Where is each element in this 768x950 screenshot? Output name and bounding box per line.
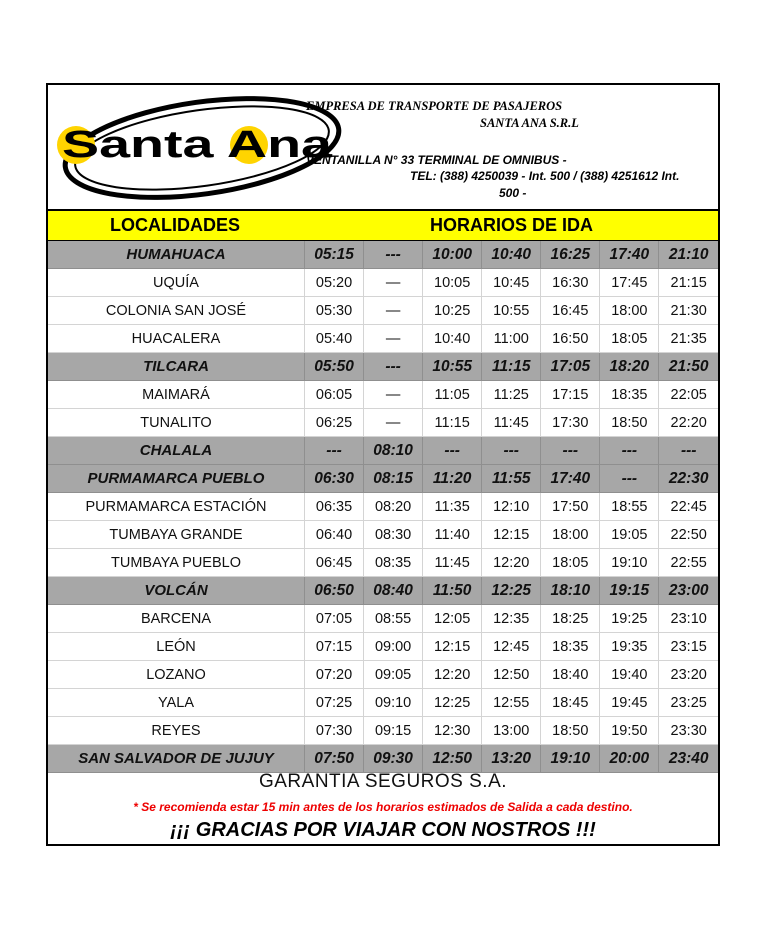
- departure-time: 17:05: [541, 353, 600, 381]
- departure-time: 19:35: [600, 633, 659, 661]
- locality-name: YALA: [48, 689, 305, 717]
- departure-time: —: [364, 381, 423, 409]
- major-stop-row: [48, 745, 718, 773]
- locality-name: COLONIA SAN JOSÉ: [48, 297, 305, 325]
- schedules-heading: HORARIOS DE IDA: [430, 215, 594, 235]
- schedule-sheet: [46, 83, 720, 846]
- departure-time: 10:00: [423, 241, 482, 269]
- departure-time: 21:30: [659, 297, 718, 325]
- major-stop-row: [48, 437, 718, 465]
- santa-ana-logo: [52, 93, 342, 203]
- departure-time: 07:50: [305, 745, 364, 773]
- departure-time: 12:25: [482, 577, 541, 605]
- departure-time: 09:10: [364, 689, 423, 717]
- departure-time: 12:15: [423, 633, 482, 661]
- departure-time: 18:35: [541, 633, 600, 661]
- departure-time: 11:55: [482, 465, 541, 493]
- departure-time: 09:30: [364, 745, 423, 773]
- departure-time: 17:40: [600, 241, 659, 269]
- stop-row: [48, 549, 718, 577]
- locality-name: PURMAMARCA ESTACIÓN: [48, 493, 305, 521]
- departure-time: 11:00: [482, 325, 541, 353]
- departure-time: 22:30: [659, 465, 718, 493]
- phone-line: TEL: (388) 4250039 - Int. 500 / (388) 4251612 Int.: [410, 169, 680, 183]
- departure-time: 18:35: [600, 381, 659, 409]
- locality-name: HUMAHUACA: [48, 241, 305, 269]
- locality-name: PURMAMARCA PUEBLO: [48, 465, 305, 493]
- stop-row: [48, 409, 718, 437]
- departure-time: ---: [305, 437, 364, 465]
- departure-time: 08:35: [364, 549, 423, 577]
- departure-time: 11:25: [482, 381, 541, 409]
- departure-time: 21:10: [659, 241, 718, 269]
- localities-heading: LOCALIDADES: [110, 215, 240, 235]
- departure-time: 23:15: [659, 633, 718, 661]
- departure-time: 22:50: [659, 521, 718, 549]
- departure-time: 05:30: [305, 297, 364, 325]
- departure-time: 19:10: [541, 745, 600, 773]
- departure-time: 12:45: [482, 633, 541, 661]
- major-stop-row: [48, 577, 718, 605]
- locality-name: UQUÍA: [48, 269, 305, 297]
- departure-time: 07:15: [305, 633, 364, 661]
- locality-name: TUMBAYA GRANDE: [48, 521, 305, 549]
- departure-time: 23:10: [659, 605, 718, 633]
- departure-time: 11:45: [482, 409, 541, 437]
- departure-time: ---: [364, 241, 423, 269]
- departure-time: 06:30: [305, 465, 364, 493]
- departure-time: 08:20: [364, 493, 423, 521]
- departure-time: 08:10: [364, 437, 423, 465]
- stop-row: [48, 493, 718, 521]
- thanks-message: ¡¡¡ GRACIAS POR VIAJAR CON NOSTROS !!!: [170, 819, 596, 841]
- departure-time: —: [364, 269, 423, 297]
- departure-time: 12:30: [423, 717, 482, 745]
- departure-time: 23:40: [659, 745, 718, 773]
- departure-time: 07:25: [305, 689, 364, 717]
- departure-time: 06:05: [305, 381, 364, 409]
- departure-time: 11:15: [423, 409, 482, 437]
- stop-row: [48, 633, 718, 661]
- departure-time: 12:10: [482, 493, 541, 521]
- locality-name: TILCARA: [48, 353, 305, 381]
- departure-time: ---: [600, 465, 659, 493]
- locality-name: BARCENA: [48, 605, 305, 633]
- departure-time: 12:05: [423, 605, 482, 633]
- departure-time: 18:20: [600, 353, 659, 381]
- departure-time: 10:40: [482, 241, 541, 269]
- departure-time: 13:00: [482, 717, 541, 745]
- schedule-table: [48, 241, 718, 773]
- departure-time: 21:50: [659, 353, 718, 381]
- locality-name: SAN SALVADOR DE JUJUY: [48, 745, 305, 773]
- departure-time: 08:30: [364, 521, 423, 549]
- departure-time: 11:50: [423, 577, 482, 605]
- departure-time: 18:00: [600, 297, 659, 325]
- departure-time: 06:35: [305, 493, 364, 521]
- departure-time: ---: [482, 437, 541, 465]
- departure-time: 18:05: [541, 549, 600, 577]
- major-stop-row: [48, 241, 718, 269]
- departure-time: 05:15: [305, 241, 364, 269]
- departure-time: 17:40: [541, 465, 600, 493]
- stop-row: [48, 297, 718, 325]
- departure-time: 10:45: [482, 269, 541, 297]
- stop-row: [48, 381, 718, 409]
- locality-name: REYES: [48, 717, 305, 745]
- departure-time: 18:45: [541, 689, 600, 717]
- departure-time: 22:20: [659, 409, 718, 437]
- departure-time: 11:15: [482, 353, 541, 381]
- departure-time: 23:25: [659, 689, 718, 717]
- departure-time: 06:25: [305, 409, 364, 437]
- departure-time: 19:50: [600, 717, 659, 745]
- departure-time: 18:50: [541, 717, 600, 745]
- departure-time: 18:00: [541, 521, 600, 549]
- departure-time: 16:25: [541, 241, 600, 269]
- locality-name: TUNALITO: [48, 409, 305, 437]
- locality-name: MAIMARÁ: [48, 381, 305, 409]
- locality-name: LEÓN: [48, 633, 305, 661]
- departure-time: —: [364, 325, 423, 353]
- departure-time: 05:40: [305, 325, 364, 353]
- company-legal-name: SANTA ANA S.R.L: [480, 116, 579, 130]
- company-name: EMPRESA DE TRANSPORTE DE PASAJEROS: [306, 99, 563, 113]
- departure-time: 22:05: [659, 381, 718, 409]
- departure-time: 23:00: [659, 577, 718, 605]
- departure-time: 11:40: [423, 521, 482, 549]
- departure-time: 12:35: [482, 605, 541, 633]
- locality-name: CHALALA: [48, 437, 305, 465]
- departure-time: 12:20: [482, 549, 541, 577]
- departure-time: ---: [541, 437, 600, 465]
- departure-time: 21:35: [659, 325, 718, 353]
- departure-time: 09:00: [364, 633, 423, 661]
- departure-time: 12:15: [482, 521, 541, 549]
- column-header-band: [48, 209, 718, 241]
- departure-time: 06:40: [305, 521, 364, 549]
- departure-time: 19:05: [600, 521, 659, 549]
- departure-time: —: [364, 409, 423, 437]
- locality-name: TUMBAYA PUEBLO: [48, 549, 305, 577]
- departure-time: 08:40: [364, 577, 423, 605]
- departure-time: ---: [600, 437, 659, 465]
- departure-time: 18:25: [541, 605, 600, 633]
- departure-time: 19:10: [600, 549, 659, 577]
- departure-time: 09:05: [364, 661, 423, 689]
- departure-time: 16:50: [541, 325, 600, 353]
- departure-time: 19:25: [600, 605, 659, 633]
- departure-time: 19:15: [600, 577, 659, 605]
- departure-time: 11:45: [423, 549, 482, 577]
- departure-time: 07:05: [305, 605, 364, 633]
- departure-time: 21:15: [659, 269, 718, 297]
- departure-time: ---: [423, 437, 482, 465]
- stop-row: [48, 605, 718, 633]
- departure-time: 16:45: [541, 297, 600, 325]
- recommendation-note: * Se recomienda estar 15 min antes de los horarios estimados de Salida a cada destino.: [133, 800, 633, 814]
- departure-time: —: [364, 297, 423, 325]
- logo-text: Santa Ana: [62, 124, 334, 166]
- departure-time: 11:35: [423, 493, 482, 521]
- locality-name: VOLCÁN: [48, 577, 305, 605]
- departure-time: 16:30: [541, 269, 600, 297]
- departure-time: 22:55: [659, 549, 718, 577]
- departure-time: 10:40: [423, 325, 482, 353]
- locality-name: LOZANO: [48, 661, 305, 689]
- departure-time: 12:20: [423, 661, 482, 689]
- departure-time: 10:05: [423, 269, 482, 297]
- locality-name: HUACALERA: [48, 325, 305, 353]
- departure-time: 18:40: [541, 661, 600, 689]
- departure-time: 08:15: [364, 465, 423, 493]
- stop-row: [48, 325, 718, 353]
- phone-line-continued: 500 -: [499, 186, 527, 200]
- departure-time: 12:55: [482, 689, 541, 717]
- departure-time: 18:55: [600, 493, 659, 521]
- departure-time: 22:45: [659, 493, 718, 521]
- stop-row: [48, 689, 718, 717]
- departure-time: 05:20: [305, 269, 364, 297]
- departure-time: 18:50: [600, 409, 659, 437]
- departure-time: 17:50: [541, 493, 600, 521]
- major-stop-row: [48, 465, 718, 493]
- departure-time: 20:00: [600, 745, 659, 773]
- departure-time: ---: [364, 353, 423, 381]
- departure-time: 06:45: [305, 549, 364, 577]
- departure-time: 17:45: [600, 269, 659, 297]
- stop-row: [48, 269, 718, 297]
- departure-time: 19:40: [600, 661, 659, 689]
- stop-row: [48, 521, 718, 549]
- departure-time: 10:25: [423, 297, 482, 325]
- departure-time: 23:20: [659, 661, 718, 689]
- departure-time: 10:55: [423, 353, 482, 381]
- stop-row: [48, 717, 718, 745]
- departure-time: 07:30: [305, 717, 364, 745]
- departure-time: 10:55: [482, 297, 541, 325]
- departure-time: 17:15: [541, 381, 600, 409]
- major-stop-row: [48, 353, 718, 381]
- departure-time: 18:10: [541, 577, 600, 605]
- stop-row: [48, 661, 718, 689]
- departure-time: 17:30: [541, 409, 600, 437]
- departure-time: 12:50: [482, 661, 541, 689]
- departure-time: 11:05: [423, 381, 482, 409]
- departure-time: 12:50: [423, 745, 482, 773]
- departure-time: 13:20: [482, 745, 541, 773]
- departure-time: 06:50: [305, 577, 364, 605]
- departure-time: 09:15: [364, 717, 423, 745]
- departure-time: 18:05: [600, 325, 659, 353]
- departure-time: 11:20: [423, 465, 482, 493]
- departure-time: 23:30: [659, 717, 718, 745]
- departure-time: 08:55: [364, 605, 423, 633]
- departure-time: 19:45: [600, 689, 659, 717]
- departure-time: 05:50: [305, 353, 364, 381]
- departure-time: 12:25: [423, 689, 482, 717]
- departure-time: 07:20: [305, 661, 364, 689]
- departure-time: ---: [659, 437, 718, 465]
- insurance-label: GARANTIA SEGUROS S.A.: [258, 771, 508, 792]
- header: [48, 85, 718, 209]
- address: VENTANILLA N° 33 TERMINAL DE OMNIBUS -: [306, 153, 567, 167]
